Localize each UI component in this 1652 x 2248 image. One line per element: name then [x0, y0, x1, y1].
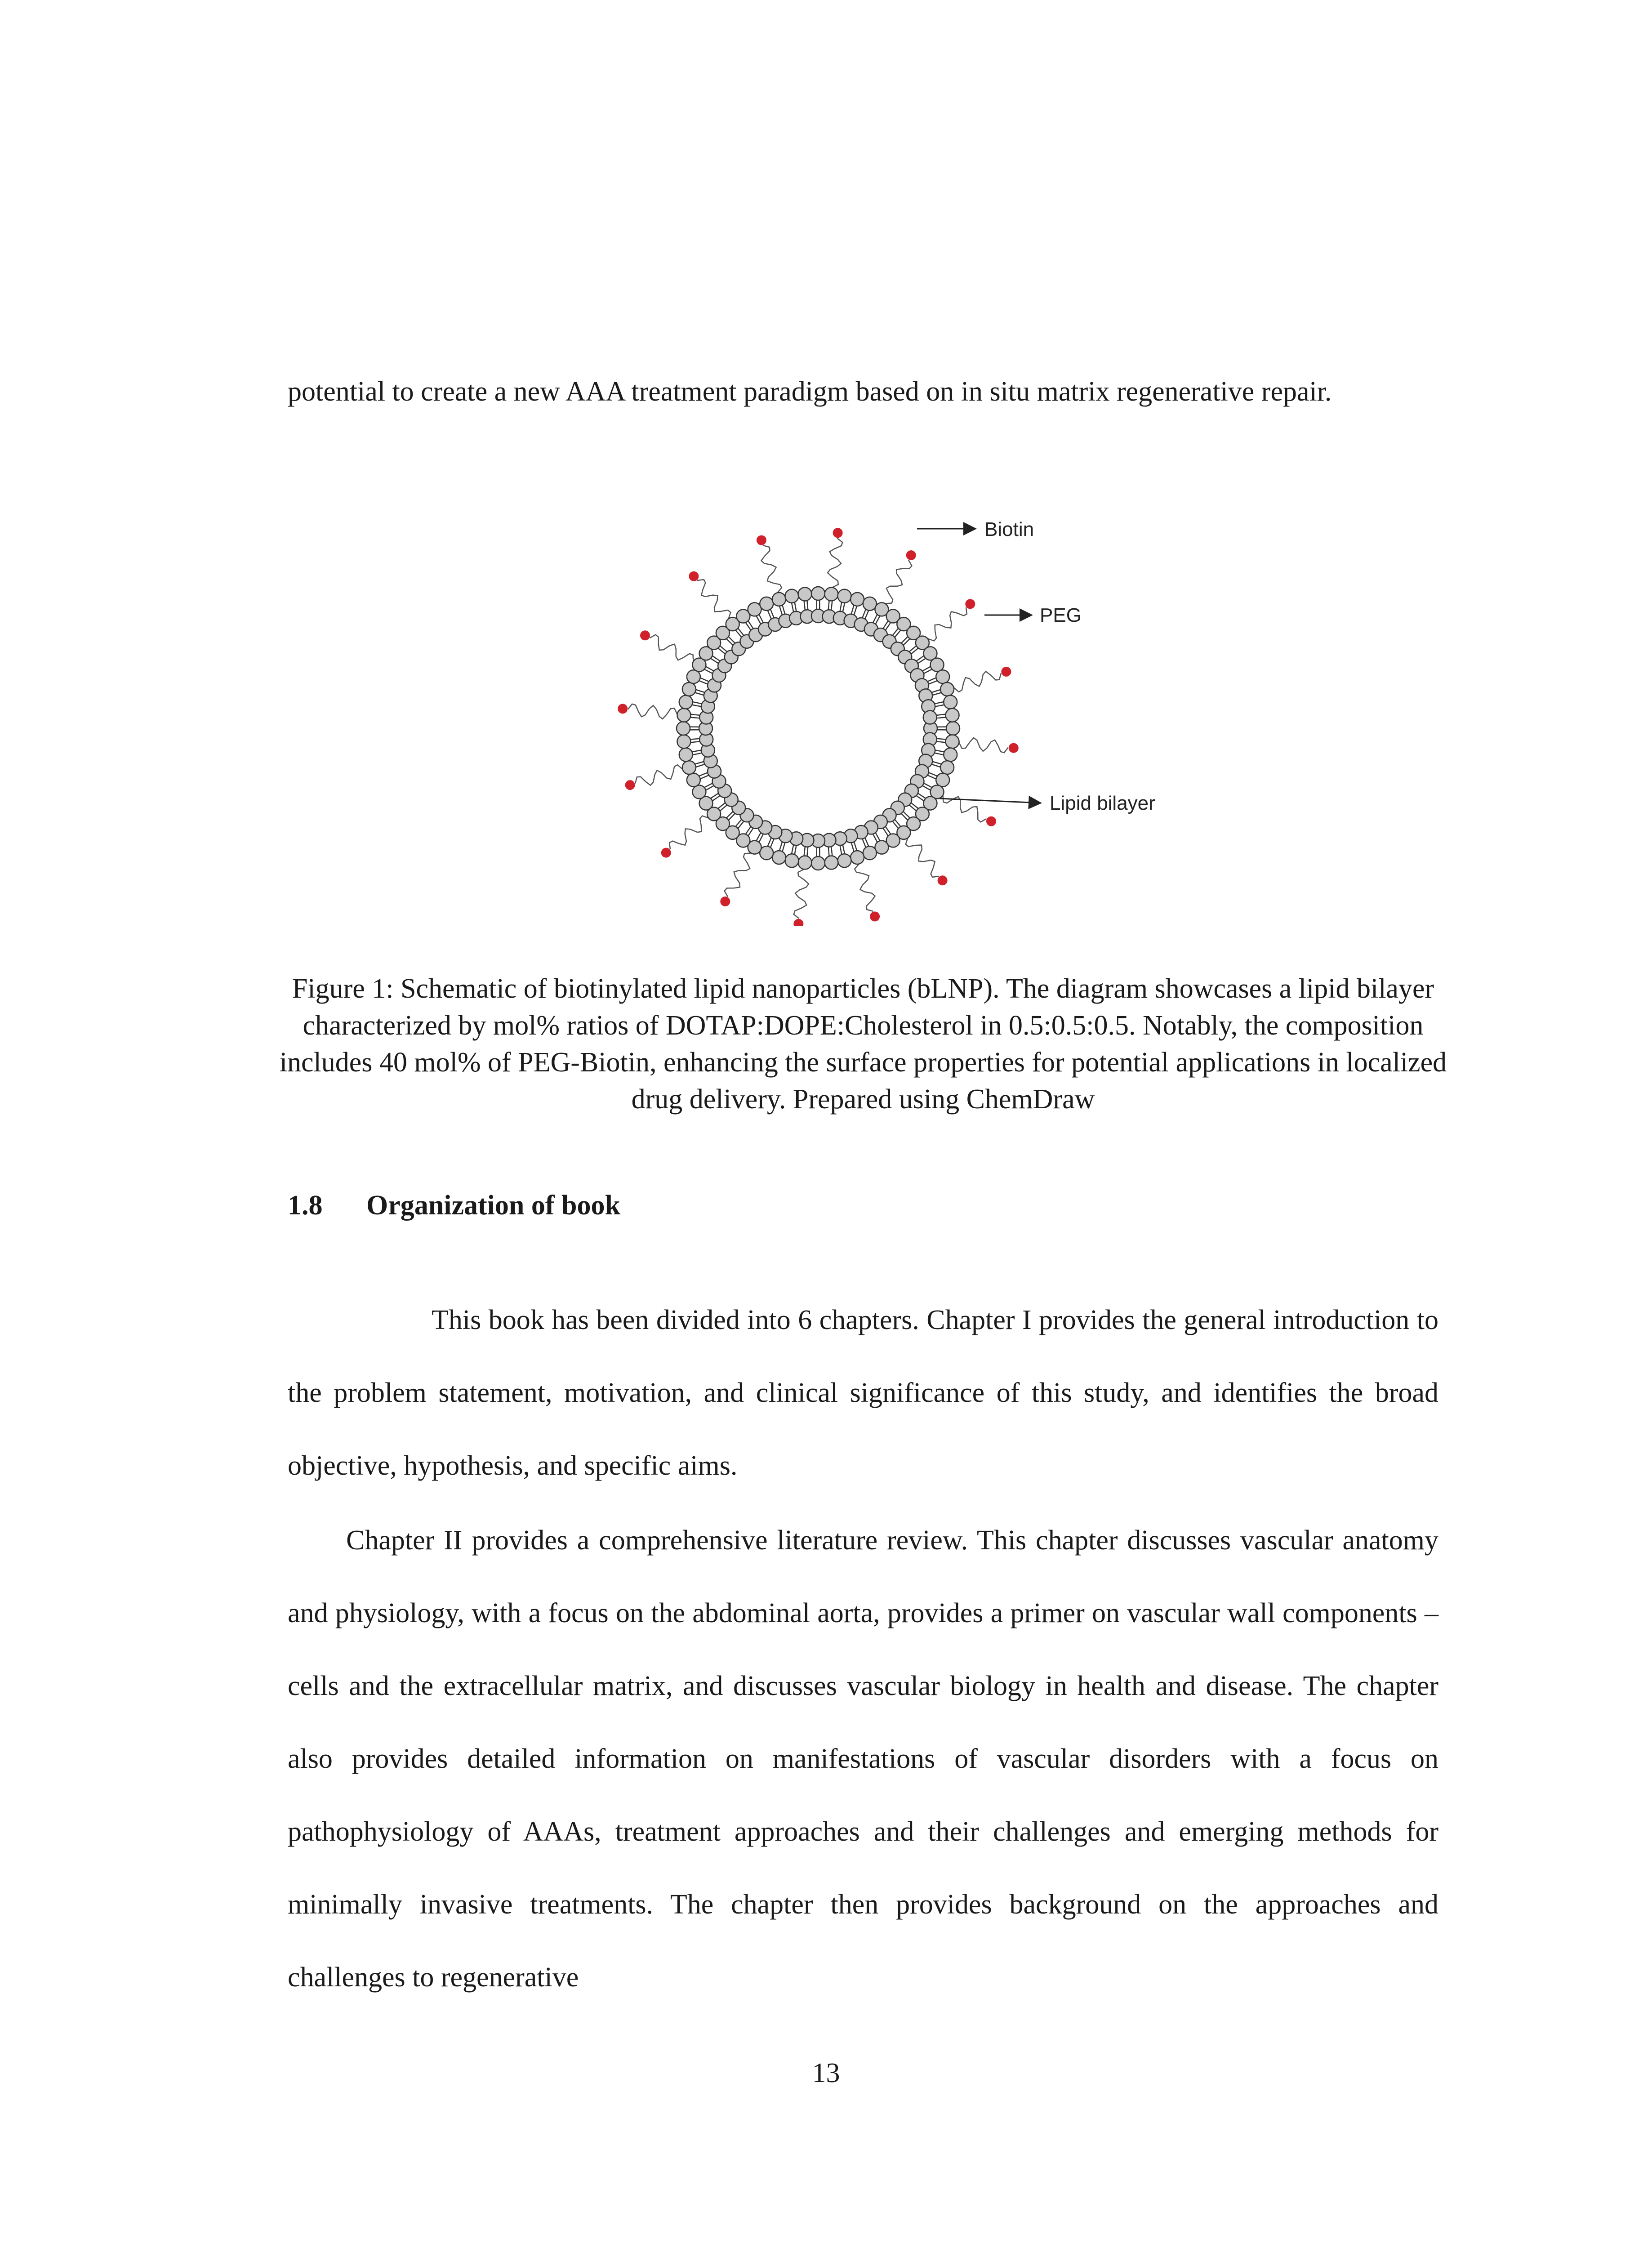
lipid-head-outer [838, 589, 851, 603]
lipid-tail [695, 693, 704, 696]
lipid-tail [690, 717, 699, 718]
section-title: Organization of book [366, 1190, 620, 1221]
lipid-tail [783, 605, 785, 614]
biotin-dot [689, 571, 699, 581]
biotin-dot [965, 599, 975, 609]
lipid-head-outer [838, 854, 851, 867]
lipid-tail [795, 602, 797, 611]
biotin-label: Biotin [984, 518, 1034, 540]
lipid-tail [936, 741, 945, 742]
peg-chain [761, 545, 782, 593]
biotin-dot [833, 528, 843, 538]
lipid-tail [779, 842, 782, 851]
lipid-head-outer [944, 695, 957, 709]
lipid-tail [691, 714, 700, 715]
lipid-head-outer [863, 846, 877, 860]
lipid-tail [792, 603, 793, 612]
paragraph-chapter-two: Chapter II provides a comprehensive literature review. This chapter discusses vascular anatomy and physiology, with a focus on the abdominal aorta, provides a primer on vascular wall components – cells and the extracellular matrix, and discusses vascular biology in health and disease. The chapter also provides detailed information on manifestations of vascular disorders with a focus on pathophysiology of AAAs, treatment approaches and their challenges and emerging methods for minimally invasive treatments. The chapter then provides background on the approaches and challenges to regenerative [288, 1525, 1438, 1993]
lipid-tail [843, 603, 845, 612]
lipid-head-outer [772, 851, 786, 864]
lipid-tail [851, 843, 854, 851]
peg-chain [885, 560, 912, 604]
lipid-head-outer [785, 854, 798, 867]
paragraph-organization: This book has been divided into 6 chapters. Chapter I provides the general introduction to the problem statement, motivation, and clinical significance of this study, and identifies the broad objective, hypothesis, and specific aims. [288, 1305, 1438, 1481]
lipid-tail [696, 764, 704, 767]
peg-chain [628, 704, 677, 719]
lipid-tail [935, 702, 944, 704]
lipid-tail [783, 843, 785, 851]
biotin-dot [661, 848, 671, 858]
lipid-tail [936, 714, 945, 715]
lipid-head-outer [679, 748, 693, 762]
lipid-tail [840, 602, 842, 611]
biotin-dot [618, 704, 628, 714]
lipid-tail [843, 845, 845, 854]
lipid-tail [935, 753, 944, 755]
lipid-tail [700, 678, 708, 682]
biotin-dot [938, 875, 948, 885]
peg-chain [635, 765, 682, 785]
lipid-tail [831, 601, 832, 610]
lipid-tail [932, 693, 941, 696]
lipid-tail [695, 762, 704, 764]
lipid-tail [699, 681, 708, 684]
lipid-head-outer [772, 593, 786, 606]
biotin-dot [757, 535, 766, 545]
peg-label: PEG [1040, 604, 1082, 626]
biotin-dot [986, 816, 996, 826]
peg-chain [794, 869, 809, 918]
lipid-head-outer [679, 695, 693, 709]
lipid-head-outer [798, 856, 812, 870]
peg-chain [725, 853, 751, 897]
lipid-head-outer [940, 682, 954, 696]
lipid-head-outer [824, 587, 838, 601]
lipid-tail [831, 847, 832, 856]
lipid-tail [693, 702, 702, 704]
lipid-tail [929, 772, 937, 776]
lipid-head-outer [760, 597, 773, 611]
lipid-tail [928, 775, 936, 779]
section-heading [288, 1187, 620, 1224]
lipid-head-outer [687, 773, 700, 787]
lipid-tail [696, 690, 704, 692]
lipid-head-outer [946, 735, 959, 748]
lipid-bilayer-label: Lipid bilayer [1050, 792, 1155, 814]
biotin-dot [906, 550, 916, 560]
lipid-head-inner [923, 710, 937, 724]
biotin-dot [625, 780, 635, 790]
biotin-dot [1001, 667, 1011, 677]
paragraph-continued: potential to create a new AAA treatment paradigm based on in situ matrix regenerative repair. [288, 376, 1332, 407]
lipid-tail [932, 762, 941, 764]
lipid-tail [807, 847, 808, 856]
lipid-tail [865, 838, 868, 846]
lipid-head-outer [940, 761, 954, 774]
lipid-head-outer [811, 856, 825, 870]
peg-chain [697, 580, 730, 619]
lipid-tail [792, 845, 793, 854]
lipid-tail [851, 605, 854, 614]
lipid-tail [854, 842, 857, 851]
lipid-tail [935, 705, 944, 707]
lipid-tail [862, 839, 865, 847]
peg-chain [906, 838, 939, 877]
lipid-head-outer [946, 722, 960, 735]
lipid-tail [932, 690, 940, 692]
lipid-head-outer [677, 709, 690, 722]
lipid-tail [691, 741, 700, 742]
lipid-tail [699, 772, 708, 776]
lipid-tail [865, 611, 868, 619]
lipid-tail [828, 847, 829, 856]
lipid-tail [935, 750, 944, 752]
lipid-bilayer-arrow [940, 798, 1041, 803]
lipid-tail [779, 606, 782, 615]
lipid-tail [828, 601, 829, 610]
lipid-tail [929, 681, 937, 684]
lipid-head-outer [946, 709, 959, 722]
lipid-tail [804, 601, 805, 610]
peg-chain [828, 538, 842, 587]
lipid-head-outer [850, 851, 864, 864]
lipid-tail [840, 846, 842, 855]
section-number: 1.8 [288, 1190, 323, 1221]
lipid-head-outer [824, 856, 838, 870]
lipid-tail [795, 846, 797, 855]
lipid-tail [937, 717, 946, 718]
lipid-tail [770, 609, 774, 618]
lipid-head-outer [798, 587, 812, 601]
lipid-head-outer [682, 682, 696, 696]
biotin-dot [1009, 743, 1019, 753]
lipid-tail [770, 839, 774, 847]
biotin-dot [640, 630, 650, 640]
lipid-head-outer [850, 593, 864, 606]
peg-chain [650, 635, 694, 661]
lipid-head-outer [811, 587, 825, 600]
lipid-tail [692, 705, 701, 707]
lipid-tail [932, 764, 940, 767]
lipid-tail [693, 753, 702, 755]
peg-chain [928, 607, 967, 641]
page-number: 13 [812, 2058, 840, 2088]
peg-chain [954, 671, 1001, 692]
bilayer-figure [584, 495, 1214, 926]
lipid-head-outer [677, 722, 690, 735]
lipid-tail [862, 609, 865, 618]
lipid-tail [937, 739, 946, 740]
lipid-tail [768, 611, 771, 619]
peg-chain [855, 864, 875, 911]
lipid-head-outer [785, 589, 798, 603]
lipid-head-outer [682, 761, 696, 774]
lipid-nanoparticle-diagram [584, 495, 1214, 926]
biotin-dot [720, 897, 730, 906]
lipid-tail [804, 847, 805, 856]
biotin-dot [793, 919, 803, 926]
lipid-tail [768, 838, 771, 846]
lipid-tail [700, 775, 708, 779]
lipid-head-outer [936, 670, 949, 683]
lipid-tail [692, 750, 701, 752]
lipid-tail [928, 678, 936, 682]
lipid-tail [807, 601, 808, 610]
figure-caption: Figure 1: Schematic of biotinylated lipid nanoparticles (bLNP). The diagram showcases a lipid bilayer characterized by mol% ratios of DOTAP:DOPE:Cholesterol in 0.5:0.5:0.5. Notably, the composition includes 40 mol% of PEG-Biotin, enhancing the surface properties for potential applications in localized drug delivery. Prepared using ChemDraw [279, 973, 1447, 1115]
lipid-head-outer [677, 735, 690, 748]
lipid-tail [690, 739, 699, 740]
biotin-dot [870, 911, 880, 921]
peg-chain [669, 816, 708, 849]
lipid-head-outer [944, 748, 957, 762]
lipid-bilayer [677, 587, 960, 870]
peg-chain [959, 738, 1008, 753]
lipid-tail [854, 606, 857, 615]
